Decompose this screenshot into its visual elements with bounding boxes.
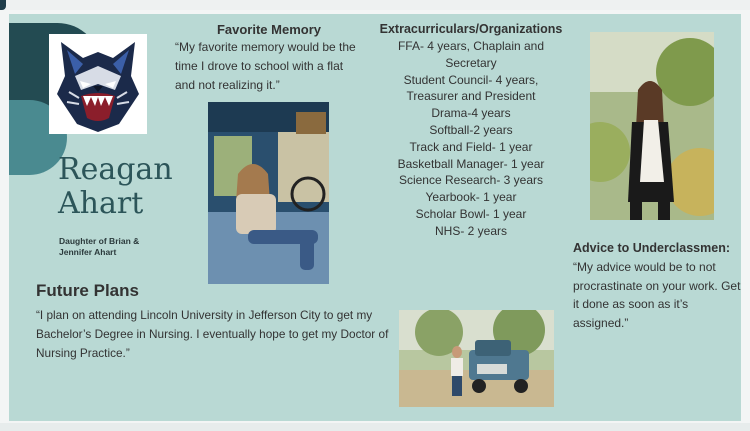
activity-item: Drama-4 years	[431, 106, 511, 121]
student-name	[58, 153, 208, 221]
portrait-photo	[590, 32, 714, 220]
top-bar	[0, 0, 750, 10]
future-plans-text: “I plan on attending Lincoln University in Jefferson City to get my Bachelor’s Degree in Nursing. I eventually hope to get my Doctor of Nursing Practice.”	[36, 308, 389, 360]
activity-item: Basketball Manager- 1 year	[397, 156, 545, 171]
activity-item: Track and Field- 1 year	[409, 139, 533, 154]
activity-item: Student Council- 4 years, Treasurer and President	[403, 72, 539, 104]
tiger-mascot-icon	[53, 36, 143, 132]
extracurriculars-heading: Extracurriculars/Organizations	[379, 22, 563, 36]
school-logo	[49, 34, 147, 134]
parents-line	[59, 236, 179, 258]
bottom-bar	[0, 423, 750, 431]
activity-item: NHS- 2 years	[434, 223, 508, 238]
activity-item: Scholar Bowl- 1 year	[415, 206, 527, 221]
first-name: Reagan	[58, 152, 173, 187]
activity-item: FFA- 4 years, Chaplain and Secretary	[397, 39, 545, 70]
advice-text: “My advice would be to not procrastinate on your work. Get it done as soon as it’s assigned.”	[573, 260, 741, 330]
senior-slide	[9, 14, 741, 421]
activity-item: Science Research- 3 years	[398, 173, 544, 188]
last-name: Ahart	[58, 186, 144, 221]
parents-line-2: Jennifer Ahart	[59, 247, 117, 257]
favorite-memory-heading: Favorite Memory	[216, 22, 322, 37]
extracurriculars-list	[381, 38, 561, 240]
advice-heading: Advice to Underclassmen:	[573, 241, 730, 255]
future-plans-heading: Future Plans	[36, 281, 139, 300]
photo-with-truck	[399, 310, 554, 407]
favorite-memory-text: “My favorite memory would be the time I drove to school with a flat and not realizing it.”	[175, 40, 356, 92]
activity-item: Softball-2 years	[429, 122, 513, 137]
activity-item: Yearbook- 1 year	[425, 190, 517, 205]
parents-line-1: Daughter of Brian &	[59, 236, 140, 246]
top-accent	[0, 0, 6, 10]
photo-in-truck	[208, 102, 329, 284]
